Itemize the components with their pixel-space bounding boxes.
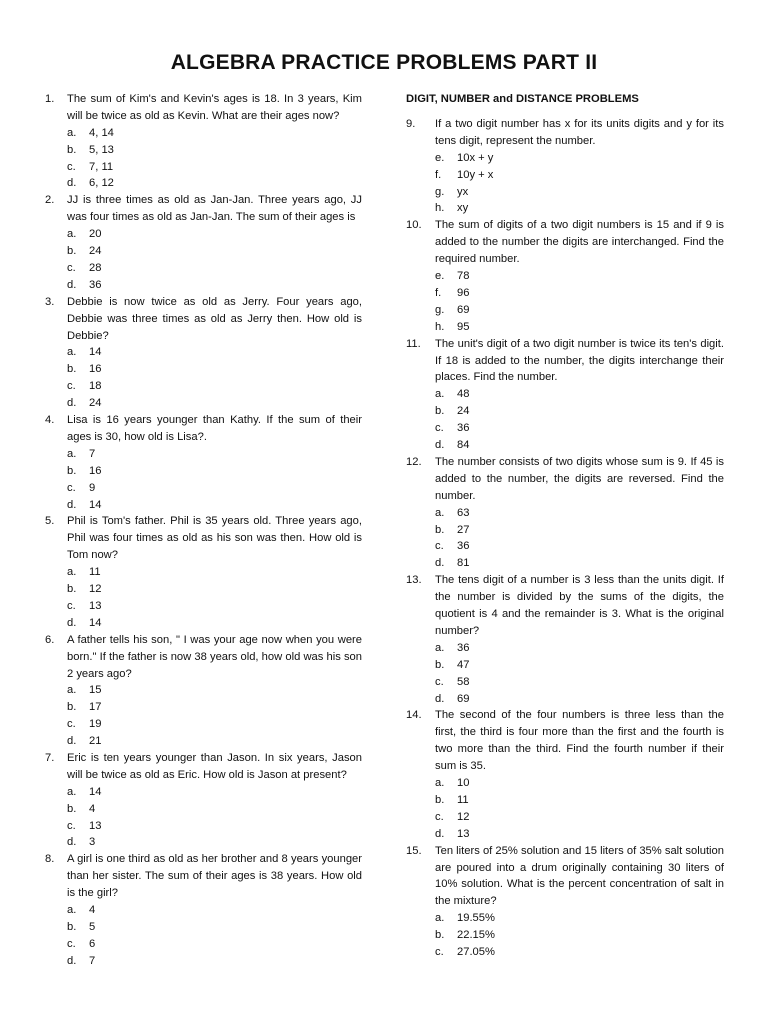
choice-value: 13	[89, 599, 102, 612]
choice-letter: d.	[67, 397, 77, 410]
choice-letter: f.	[435, 286, 442, 299]
problem-2	[38, 192, 362, 293]
answer-choice	[67, 125, 362, 142]
answer-choice	[67, 581, 362, 598]
choice-letter: h.	[435, 202, 445, 215]
answer-choice	[435, 150, 724, 167]
answer-choice	[67, 446, 362, 463]
choice-letter: a.	[435, 777, 445, 790]
answer-choice	[67, 615, 362, 632]
choice-letter: a.	[435, 641, 445, 654]
choice-value: 16	[89, 464, 102, 477]
choice-value: 63	[457, 506, 470, 519]
problem-8	[38, 851, 362, 969]
answer-choice	[67, 598, 362, 615]
choice-letter: c.	[67, 380, 76, 393]
choice-letter: d.	[435, 557, 445, 570]
choice-letter: a.	[67, 785, 77, 798]
answer-choice	[435, 944, 724, 961]
choice-value: 47	[457, 658, 470, 671]
problem-question: The unit's digit of a two digit number is twice its ten's digit. If 18 is added to the number, the digits interchange their places. Find the number.	[435, 337, 724, 384]
problem-number: 3.	[45, 295, 55, 308]
choice-value: 15	[89, 684, 102, 697]
problem-number: 10.	[406, 219, 422, 232]
choice-value: 11	[89, 566, 101, 579]
problem-15	[406, 843, 724, 961]
choice-letter: b.	[435, 929, 445, 942]
answer-choice	[435, 809, 724, 826]
choice-letter: a.	[67, 447, 77, 460]
answer-choice	[67, 902, 362, 919]
problem-question: A father tells his son, " I was your age now when you were born." If the father is now 38 years old, how old was his son 2 years ago?	[67, 633, 362, 680]
answer-choice	[67, 260, 362, 277]
answer-choice	[67, 175, 362, 192]
problem-14	[406, 707, 724, 842]
problem-question: The sum of Kim's and Kevin's ages is 18. In 3 years, Kim will be twice as old as Kevin. What are their ages now?	[67, 93, 362, 122]
choice-value: 12	[89, 583, 102, 596]
problem-12	[406, 454, 724, 572]
answer-choice	[435, 285, 724, 302]
choice-letter: g.	[435, 303, 445, 316]
choice-value: 27	[457, 523, 470, 536]
problem-number: 15.	[406, 844, 422, 857]
choice-letter: a.	[67, 904, 77, 917]
answer-choice	[435, 691, 724, 708]
choice-letter: d.	[67, 735, 77, 748]
choice-letter: b.	[435, 405, 445, 418]
choice-letter: d.	[67, 954, 77, 967]
choice-value: 10x + y	[457, 151, 494, 164]
choice-letter: a.	[435, 388, 445, 401]
choice-letter: a.	[67, 228, 77, 241]
choice-value: 10	[457, 777, 470, 790]
choice-value: 24	[89, 397, 102, 410]
choice-letter: b.	[435, 793, 445, 806]
answer-choice	[67, 497, 362, 514]
choice-letter: f.	[435, 168, 442, 181]
choice-value: 22.15%	[457, 929, 495, 942]
answer-choice	[435, 386, 724, 403]
choice-letter: d.	[67, 498, 77, 511]
problem-number: 5.	[45, 515, 55, 528]
choice-value: 36	[457, 422, 470, 435]
answer-choice	[435, 674, 724, 691]
answer-choice	[67, 226, 362, 243]
choice-value: 4, 14	[89, 126, 114, 139]
choice-letter: e.	[435, 151, 445, 164]
problem-11	[406, 336, 724, 454]
answer-choice	[67, 277, 362, 294]
answer-choice	[67, 733, 362, 750]
choice-letter: a.	[67, 566, 77, 579]
answer-choice	[435, 640, 724, 657]
choice-letter: a.	[67, 346, 77, 359]
choice-letter: b.	[435, 523, 445, 536]
answer-choice	[435, 927, 724, 944]
choice-value: 12	[457, 810, 470, 823]
choice-list	[67, 125, 362, 193]
choice-value: 19	[89, 718, 102, 731]
choice-letter: b.	[67, 802, 77, 815]
problem-question: The number consists of two digits whose sum is 9. If 45 is added to the number, the digits are reversed. Find the number.	[435, 455, 724, 502]
choice-letter: c.	[435, 422, 444, 435]
choice-list	[67, 784, 362, 852]
choice-letter: d.	[435, 439, 445, 452]
section-heading: DIGIT, NUMBER and DISTANCE PROBLEMS	[406, 93, 639, 105]
answer-choice	[435, 657, 724, 674]
choice-value: 7, 11	[89, 160, 114, 173]
answer-choice	[435, 910, 724, 927]
answer-choice	[67, 564, 362, 581]
problem-number: 14.	[406, 709, 422, 722]
choice-letter: d.	[435, 827, 445, 840]
page-title: ALGEBRA PRACTICE PROBLEMS PART II	[170, 51, 598, 74]
problem-6	[38, 632, 362, 750]
problem-number: 2.	[45, 194, 55, 207]
choice-value: 6, 12	[89, 177, 114, 190]
problem-question: Debbie is now twice as old as Jerry. Four years ago, Debbie was three times as old as Jerry then. How old is Debbie?	[67, 295, 362, 342]
choice-value: 17	[89, 701, 102, 714]
answer-choice	[67, 784, 362, 801]
answer-choice	[435, 775, 724, 792]
problem-question: The sum of digits of a two digit numbers is 15 and if 9 is added to the number the digits are interchanged. Find the required number.	[435, 219, 724, 266]
choice-value: 18	[89, 380, 102, 393]
answer-choice	[67, 699, 362, 716]
choice-letter: b.	[67, 583, 77, 596]
choice-value: 69	[457, 303, 470, 316]
problem-3	[38, 294, 362, 412]
problem-question: Ten liters of 25% solution and 15 liters of 35% salt solution are poured into a drum originally containing 30 liters of 10% solution. What is the percent concentration of salt in the mixture?	[435, 844, 724, 908]
answer-choice	[67, 818, 362, 835]
choice-value: 4	[89, 904, 96, 917]
answer-choice	[435, 268, 724, 285]
choice-value: 14	[89, 785, 102, 798]
choice-value: 9	[89, 481, 96, 494]
choice-list	[435, 910, 724, 961]
problem-question: JJ is three times as old as Jan-Jan. Three years ago, JJ was four times as old as Jan-Jan. The sum of their ages is	[67, 194, 362, 224]
answer-choice	[435, 319, 724, 336]
choice-value: yx	[457, 185, 469, 198]
choice-letter: c.	[435, 810, 444, 823]
answer-choice	[435, 437, 724, 454]
problem-10	[406, 217, 724, 335]
answer-choice	[435, 792, 724, 809]
problem-question: Phil is Tom's father. Phil is 35 years old. Three years ago, Phil was four times as old as his son was then. How old is Tom now?	[67, 515, 362, 562]
choice-value: 28	[89, 261, 102, 274]
problem-13	[406, 572, 724, 707]
choice-value: 84	[457, 439, 470, 452]
problem-question: If a two digit number has x for its units digits and y for its tens digit, represent the number.	[435, 118, 724, 147]
problem-question: Lisa is 16 years younger than Kathy. If the sum of their ages is 30, how old is Lisa?.	[67, 414, 362, 443]
choice-letter: d.	[67, 616, 77, 629]
choice-letter: c.	[435, 946, 444, 958]
choice-list	[435, 150, 724, 218]
answer-choice	[67, 243, 362, 260]
choice-value: 7	[89, 447, 96, 460]
choice-list	[435, 268, 724, 336]
choice-list	[67, 446, 362, 514]
choice-value: 5, 13	[89, 143, 114, 156]
choice-value: 13	[457, 827, 470, 840]
problem-number: 13.	[406, 574, 422, 587]
choice-value: 6	[89, 937, 96, 950]
choice-letter: c.	[67, 160, 76, 173]
problem-1	[38, 91, 362, 192]
problem-question: The second of the four numbers is three less than the first, the third is four more than the first and the fourth is two more than the third. Find the fourth number if their sum is 35.	[435, 709, 724, 773]
problem-number: 12.	[406, 455, 422, 468]
choice-letter: b.	[435, 658, 445, 671]
choice-letter: d.	[67, 177, 77, 190]
problem-number: 11.	[406, 337, 421, 350]
answer-choice	[435, 302, 724, 319]
left-column	[38, 91, 362, 970]
answer-choice	[67, 682, 362, 699]
choice-letter: c.	[67, 261, 76, 274]
choice-value: 5	[89, 920, 96, 933]
choice-letter: c.	[435, 540, 444, 553]
choice-letter: c.	[67, 718, 76, 731]
answer-choice	[67, 159, 362, 176]
choice-letter: d.	[67, 836, 77, 849]
choice-list	[67, 682, 362, 750]
choice-letter: c.	[67, 481, 76, 494]
choice-letter: d.	[67, 278, 77, 291]
choice-list	[435, 505, 724, 573]
answer-choice	[435, 167, 724, 184]
answer-choice	[67, 378, 362, 395]
choice-list	[435, 386, 724, 454]
answer-choice	[435, 826, 724, 843]
choice-letter: a.	[67, 684, 77, 697]
choice-value: 11	[457, 793, 469, 806]
choice-value: 27.05%	[457, 946, 495, 958]
choice-value: 24	[89, 245, 102, 258]
answer-choice	[67, 480, 362, 497]
choice-list	[67, 226, 362, 294]
choice-value: 14	[89, 616, 102, 629]
choice-letter: b.	[67, 363, 77, 376]
choice-value: 4	[89, 802, 96, 815]
choice-value: 78	[457, 270, 470, 283]
choice-value: 19.55%	[457, 912, 495, 925]
answer-choice	[435, 555, 724, 572]
choice-value: 81	[457, 557, 470, 570]
answer-choice	[67, 801, 362, 818]
choice-value: 14	[89, 346, 102, 359]
answer-choice	[67, 361, 362, 378]
answer-choice	[67, 716, 362, 733]
choice-letter: c.	[435, 675, 444, 688]
choice-letter: c.	[67, 937, 76, 950]
choice-letter: a.	[435, 912, 445, 925]
choice-letter: b.	[67, 245, 77, 258]
choice-list	[67, 902, 362, 970]
answer-choice	[67, 344, 362, 361]
answer-choice	[435, 403, 724, 420]
answer-choice	[435, 420, 724, 437]
choice-letter: e.	[435, 270, 445, 283]
answer-choice	[435, 184, 724, 201]
answer-choice	[67, 142, 362, 159]
choice-letter: b.	[67, 920, 77, 933]
problem-5	[38, 513, 362, 631]
choice-value: 96	[457, 286, 470, 299]
choice-value: 36	[457, 540, 470, 553]
problem-4	[38, 412, 362, 513]
choice-letter: d.	[435, 692, 445, 705]
right-column	[406, 91, 724, 961]
choice-letter: a.	[435, 506, 445, 519]
answer-choice	[435, 538, 724, 555]
problem-question: A girl is one third as old as her brother and 8 years younger than her sister. The sum of their ages is 38 years. How old is the girl?	[67, 853, 362, 900]
choice-letter: h.	[435, 320, 445, 333]
choice-letter: c.	[67, 599, 76, 612]
answer-choice	[67, 953, 362, 970]
choice-value: 20	[89, 228, 102, 241]
choice-letter: g.	[435, 185, 445, 198]
problem-number: 8.	[45, 853, 55, 866]
answer-choice	[67, 834, 362, 851]
choice-list	[435, 640, 724, 708]
choice-value: 48	[457, 388, 470, 401]
choice-list	[67, 564, 362, 632]
choice-value: 16	[89, 363, 102, 376]
problem-number: 7.	[45, 751, 55, 764]
choice-value: 36	[457, 641, 470, 654]
choice-value: 7	[89, 954, 96, 967]
choice-letter: b.	[67, 464, 77, 477]
choice-value: 69	[457, 692, 470, 705]
choice-value: 21	[89, 735, 102, 748]
answer-choice	[435, 522, 724, 539]
choice-value: 24	[457, 405, 470, 418]
choice-value: 36	[89, 278, 102, 291]
problem-question: The tens digit of a number is 3 less than the units digit. If the number is divided by the sums of the digits, the quotient is 4 and the remainder is 3. What is the original number?	[435, 574, 724, 637]
answer-choice	[67, 463, 362, 480]
choice-value: 3	[89, 836, 96, 849]
choice-letter: a.	[67, 126, 77, 139]
answer-choice	[67, 936, 362, 953]
choice-letter: b.	[67, 143, 77, 156]
answer-choice	[435, 200, 724, 217]
choice-value: 10y + x	[457, 168, 494, 181]
choice-list	[435, 775, 724, 843]
choice-letter: c.	[67, 819, 76, 832]
problem-9	[406, 116, 724, 217]
problem-number: 1.	[45, 93, 55, 105]
problem-question: Eric is ten years younger than Jason. In six years, Jason will be twice as old as Eric. How old is Jason at present?	[67, 751, 362, 781]
choice-value: 58	[457, 675, 470, 688]
choice-value: 14	[89, 498, 102, 511]
answer-choice	[67, 395, 362, 412]
choice-value: 13	[89, 819, 102, 832]
problem-number: 9.	[406, 118, 416, 130]
choice-value: 95	[457, 320, 470, 333]
problem-number: 4.	[45, 414, 55, 427]
problem-number: 6.	[45, 633, 55, 646]
choice-value: xy	[457, 202, 469, 215]
right-problem-list	[406, 116, 724, 961]
answer-choice	[435, 505, 724, 522]
choice-list	[67, 344, 362, 412]
choice-letter: b.	[67, 701, 77, 714]
answer-choice	[67, 919, 362, 936]
problem-7	[38, 750, 362, 851]
